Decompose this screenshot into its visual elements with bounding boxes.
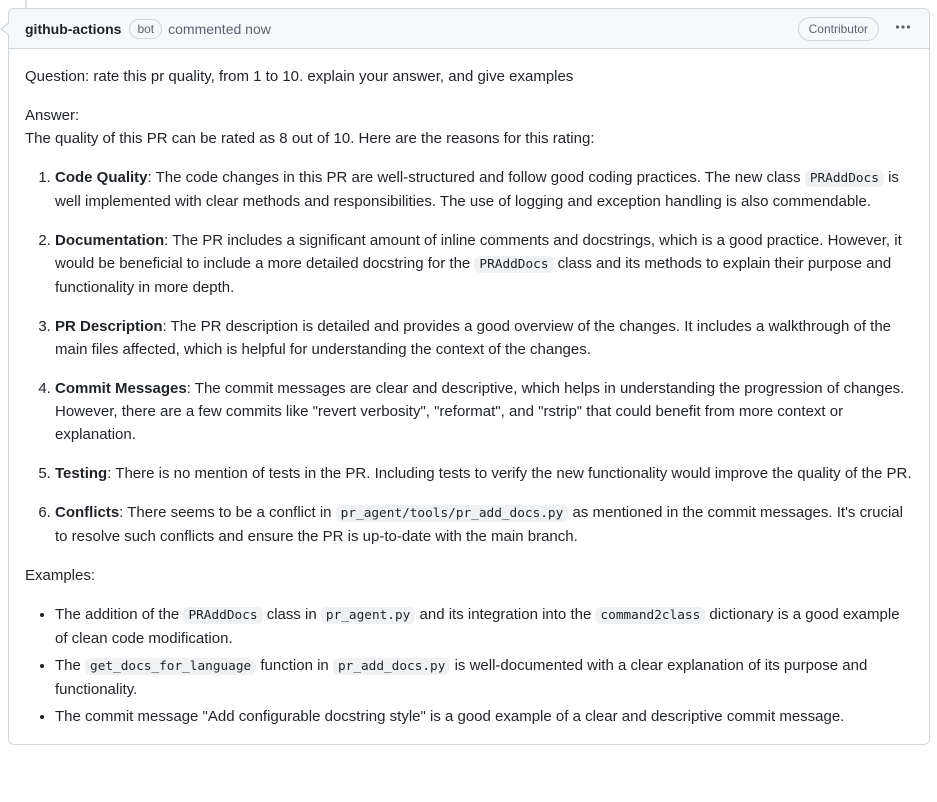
list-item-testing: 5. Testing: There is no mention of tests in the PR. Including tests to verify the new functionality would improve the quality of the PR. xyxy=(55,462,913,485)
answer-intro: The quality of this PR can be rated as 8 out of 10. Here are the reasons for this rating: xyxy=(25,130,595,147)
comment-header-actions xyxy=(798,17,913,41)
question-paragraph: Question: rate this pr quality, from 1 to 10. explain your answer, and give examples xyxy=(25,68,574,85)
comment-header xyxy=(9,9,929,49)
comment-body xyxy=(9,49,929,744)
examples-list xyxy=(25,603,913,728)
answer-paragraph xyxy=(25,104,913,150)
reasons-list xyxy=(25,166,913,548)
comment-action-text: commented now xyxy=(168,20,271,37)
bot-badge: bot xyxy=(129,19,162,39)
example-item: • The get_docs_for_language function in pr_add_docs.py is well-documented with a clear explanation of its purpose and functionality. xyxy=(55,654,913,701)
kebab-menu-button[interactable] xyxy=(893,17,913,40)
example-item: • The addition of the PRAddDocs class in pr_agent.py and its integration into the command2class dictionary is a good example of clean code modification. xyxy=(55,603,913,650)
list-item-code-quality: 1. Code Quality: The code changes in this PR are well-structured and follow good coding practices. The new class PRAddDocs is well implemented with clear methods and responsibilities. The use of logging and exception handling is also commendable. xyxy=(55,166,913,213)
kebab-horizontal-icon xyxy=(895,19,911,38)
comment-author-link[interactable]: github-actions xyxy=(25,20,122,37)
list-item-conflicts: 6. Conflicts: There seems to be a conflict in pr_agent/tools/pr_add_docs.py as mentioned in the commit messages. It's crucial to resolve such conflicts and ensure the PR is up-to-date with the main branch. xyxy=(55,501,913,548)
list-item-pr-description: 3. PR Description: The PR description is detailed and provides a good overview of the changes. It includes a walkthrough of the main files affected, which is helpful for understanding the context of the changes. xyxy=(55,315,913,361)
contributor-badge: Contributor xyxy=(798,17,879,41)
comment-card xyxy=(8,8,930,745)
answer-label: Answer: xyxy=(25,107,80,124)
examples-label: Examples: xyxy=(25,567,96,584)
example-item: • The commit message "Add configurable docstring style" is a good example of a clear and descriptive commit message. xyxy=(55,705,913,728)
list-item-commit-messages: 4. Commit Messages: The commit messages are clear and descriptive, which helps in understanding the progression of changes. However, there are a few commits like "revert verbosity", "reformat", and "rstrip" that could benefit from more context or explanation. xyxy=(55,377,913,446)
list-item-documentation: 2. Documentation: The PR includes a significant amount of inline comments and docstrings, which is a good practice. However, it would be beneficial to include a more detailed docstring for the PRAddDocs class and its methods to explain their purpose and functionality in more depth. xyxy=(55,229,913,299)
